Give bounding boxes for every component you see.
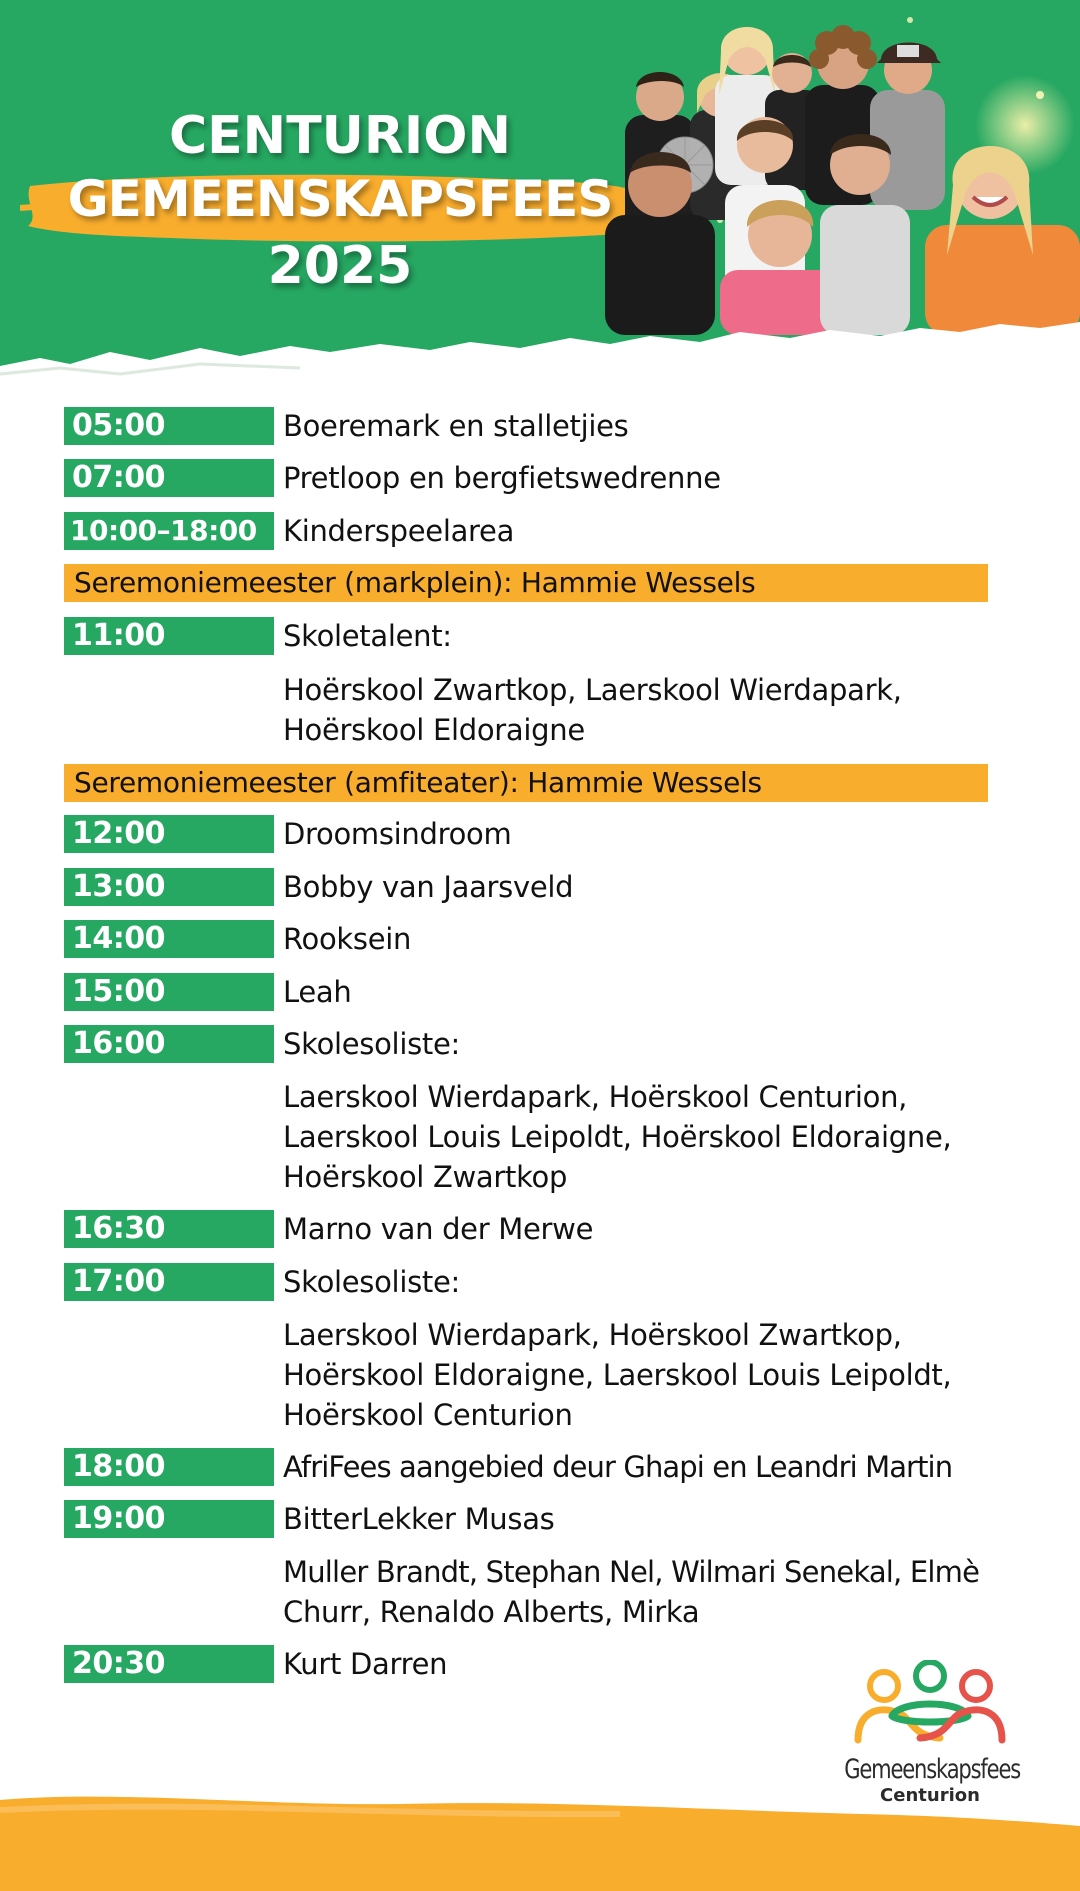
act-name: Kurt Darren <box>283 1647 448 1681</box>
act-name: Rooksein <box>283 922 412 956</box>
emcee-banner: Seremoniemeester (amfiteater): Hammie Wessels <box>64 764 988 802</box>
time-slot: 19:00 <box>64 1500 274 1538</box>
time-slot: 20:30 <box>64 1645 274 1683</box>
act-name: Leah <box>283 975 352 1009</box>
act-name: Marno van der Merwe <box>283 1212 594 1246</box>
torn-paper-edge <box>0 318 1080 380</box>
act-details: Hoërskool Centurion <box>283 1398 573 1432</box>
act-name: Skolesoliste: <box>283 1027 460 1061</box>
three-people-logo-icon <box>848 1660 1012 1750</box>
time-slot: 07:00 <box>64 459 274 497</box>
title-line-1: CENTURION <box>168 106 511 166</box>
header-banner <box>0 0 1080 380</box>
act-name: Droomsindroom <box>283 817 512 851</box>
time-slot: 13:00 <box>64 868 274 906</box>
logo-name: Gemeenskapsfees <box>844 1754 1021 1785</box>
act-details: Laerskool Louis Leipoldt, Hoërskool Eldoraigne, <box>283 1120 952 1154</box>
act-details: Hoërskool Zwartkop <box>283 1160 568 1194</box>
title-year: 2025 <box>267 236 413 296</box>
act-details: Hoërskool Zwartkop, Laerskool Wierdapark, <box>283 673 902 707</box>
logo-place: Centurion <box>880 1785 980 1806</box>
act-details: Hoërskool Eldoraigne, Laerskool Louis Leipoldt, <box>283 1358 952 1392</box>
act-name: BitterLekker Musas <box>283 1502 555 1536</box>
emcee-banner: Seremoniemeester (markplein): Hammie Wessels <box>64 564 988 602</box>
festival-logo-text <box>820 1755 1040 1807</box>
act-name: Skoletalent: <box>283 619 452 653</box>
festival-title <box>40 106 640 304</box>
time-slot: 17:00 <box>64 1263 274 1301</box>
time-slot: 10:00–18:00 <box>64 512 274 550</box>
time-slot: 16:00 <box>64 1025 274 1063</box>
time-slot: 18:00 <box>64 1448 274 1486</box>
act-details: Hoërskool Eldoraigne <box>283 713 585 747</box>
time-slot: 15:00 <box>64 973 274 1011</box>
title-line-2: GEMEENSKAPSFEES <box>67 170 613 228</box>
time-slot: 14:00 <box>64 920 274 958</box>
act-name: AfriFees aangebied deur Ghapi en Leandri Martin <box>283 1450 953 1484</box>
act-name: Boeremark en stalletjies <box>283 409 629 443</box>
artists-group-photo <box>605 15 1080 335</box>
time-slot: 05:00 <box>64 407 274 445</box>
time-slot: 16:30 <box>64 1210 274 1248</box>
act-details: Laerskool Wierdapark, Hoërskool Zwartkop, <box>283 1318 902 1352</box>
act-name: Bobby van Jaarsveld <box>283 870 574 904</box>
act-name: Kinderspeelarea <box>283 514 515 548</box>
act-name: Skolesoliste: <box>283 1265 460 1299</box>
time-slot: 11:00 <box>64 617 274 655</box>
act-details: Laerskool Wierdapark, Hoërskool Centurion, <box>283 1080 908 1114</box>
time-slot: 12:00 <box>64 815 274 853</box>
act-name: Pretloop en bergfietswedrenne <box>283 461 721 495</box>
act-details: Churr, Renaldo Alberts, Mirka <box>283 1595 700 1629</box>
act-details: Muller Brandt, Stephan Nel, Wilmari Senekal, Elmè <box>283 1555 980 1589</box>
